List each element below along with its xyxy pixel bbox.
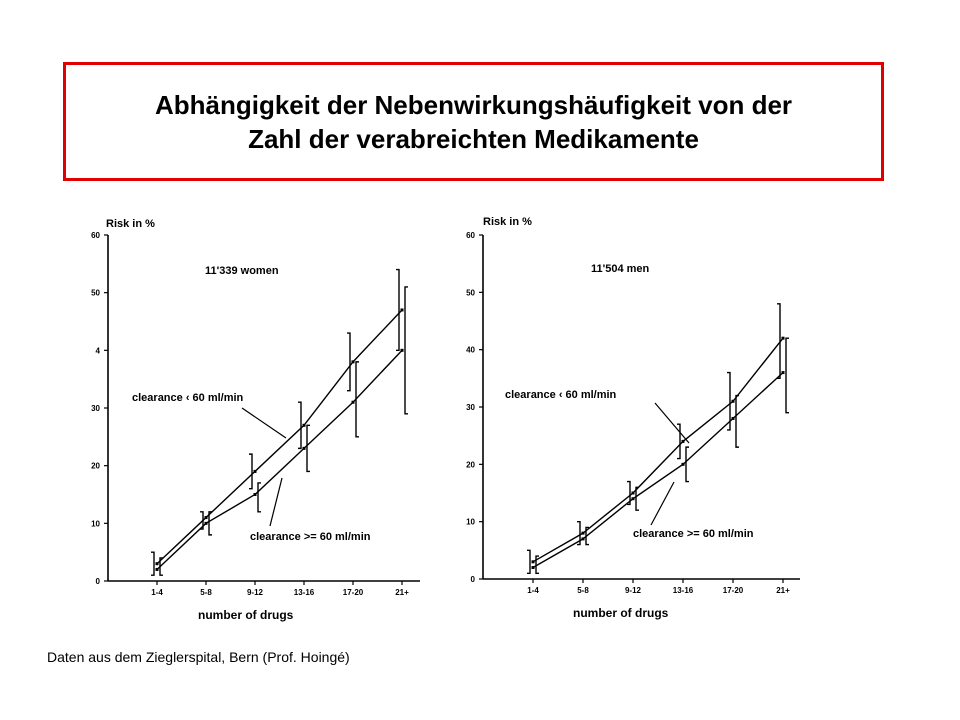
data-point xyxy=(303,424,306,427)
chart-women xyxy=(80,205,425,630)
data-point xyxy=(205,516,208,519)
source-footnote: Daten aus dem Zieglerspital, Bern (Prof. Hoingé) xyxy=(47,649,350,665)
x-tick-label: 5-8 xyxy=(577,586,589,595)
ci-bracket xyxy=(347,333,350,391)
y-tick-label: 10 xyxy=(466,517,475,527)
ci-bracket xyxy=(736,396,739,448)
y-tick-label: 0 xyxy=(470,575,475,584)
annotation-leader xyxy=(242,408,286,438)
ci-bracket xyxy=(686,447,689,481)
y-axis-label: Risk in % xyxy=(483,216,532,228)
data-point xyxy=(782,371,785,374)
y-tick-label: 60 xyxy=(91,231,100,240)
x-axis-label: number of drugs xyxy=(198,608,294,622)
y-tick-label: 30 xyxy=(91,404,100,413)
annotation-clearance-high: clearance >= 60 ml/min xyxy=(633,528,754,540)
ci-bracket xyxy=(527,550,530,573)
y-tick-label: 10 xyxy=(91,519,100,529)
data-point xyxy=(632,497,635,500)
y-tick-label: 50 xyxy=(91,288,100,298)
slide-title-line-2: Zahl der verabreichten Medikamente xyxy=(248,123,699,154)
y-tick-label: 30 xyxy=(466,403,475,412)
ci-bracket xyxy=(636,487,639,510)
y-axis-label: Risk in % xyxy=(106,218,155,230)
ci-bracket xyxy=(258,483,261,512)
ci-bracket xyxy=(396,270,399,351)
x-tick-label: 17-20 xyxy=(722,586,744,595)
ci-bracket xyxy=(249,454,252,489)
data-point xyxy=(254,470,257,473)
x-tick-label: 13-16 xyxy=(672,586,694,595)
x-tick-label: 5-8 xyxy=(200,588,212,597)
data-point xyxy=(303,447,306,450)
chart-title: 11'504 men xyxy=(591,263,650,275)
data-point xyxy=(782,337,785,340)
data-point xyxy=(205,522,208,525)
y-tick-label: 40 xyxy=(466,345,475,355)
ci-bracket xyxy=(777,304,780,379)
data-point xyxy=(532,560,535,563)
data-point xyxy=(401,349,404,352)
data-point xyxy=(732,417,735,420)
annotation-leader xyxy=(651,482,674,525)
x-tick-label: 21+ xyxy=(395,588,409,597)
ci-bracket xyxy=(786,338,789,413)
data-point xyxy=(352,401,355,404)
data-point xyxy=(632,492,635,495)
data-point xyxy=(156,568,159,571)
ci-bracket xyxy=(405,287,408,414)
chart-men xyxy=(455,205,805,630)
ci-bracket xyxy=(307,425,310,471)
x-tick-label: 21+ xyxy=(776,586,790,595)
data-point xyxy=(352,360,355,363)
y-tick-label: 60 xyxy=(466,231,475,240)
data-point xyxy=(582,537,585,540)
series-line-clearance-low xyxy=(157,310,402,564)
data-point xyxy=(156,562,159,565)
y-tick-label: 50 xyxy=(466,288,475,298)
slide-title-line-1: Abhängigkeit der Nebenwirkungshäufigkeit von der xyxy=(154,89,793,120)
annotation-clearance-low: clearance ‹ 60 ml/min xyxy=(132,392,244,404)
ci-bracket xyxy=(298,402,301,448)
y-tick-label: 4 xyxy=(95,346,100,356)
data-point xyxy=(254,493,257,496)
data-point xyxy=(582,532,585,535)
annotation-clearance-high: clearance >= 60 ml/min xyxy=(250,531,371,543)
chart-title: 11'339 women xyxy=(205,265,279,277)
x-tick-label: 1-4 xyxy=(151,588,163,597)
y-tick-label: 20 xyxy=(466,460,475,470)
annotation-clearance-low: clearance ‹ 60 ml/min xyxy=(505,389,617,401)
y-tick-label: 0 xyxy=(95,577,100,586)
x-tick-label: 1-4 xyxy=(527,586,539,595)
ci-bracket xyxy=(151,552,154,575)
x-tick-label: 17-20 xyxy=(342,588,364,597)
annotation-leader xyxy=(270,478,282,526)
data-point xyxy=(532,566,535,569)
x-axis-label: number of drugs xyxy=(573,606,669,620)
title-box xyxy=(63,62,884,181)
x-tick-label: 9-12 xyxy=(246,588,264,597)
data-point xyxy=(682,440,685,443)
data-point xyxy=(401,308,404,311)
data-point xyxy=(682,463,685,466)
annotation-leader xyxy=(655,403,689,443)
x-tick-label: 13-16 xyxy=(293,588,315,597)
y-tick-label: 20 xyxy=(91,461,100,471)
x-tick-label: 9-12 xyxy=(624,586,642,595)
data-point xyxy=(732,400,735,403)
